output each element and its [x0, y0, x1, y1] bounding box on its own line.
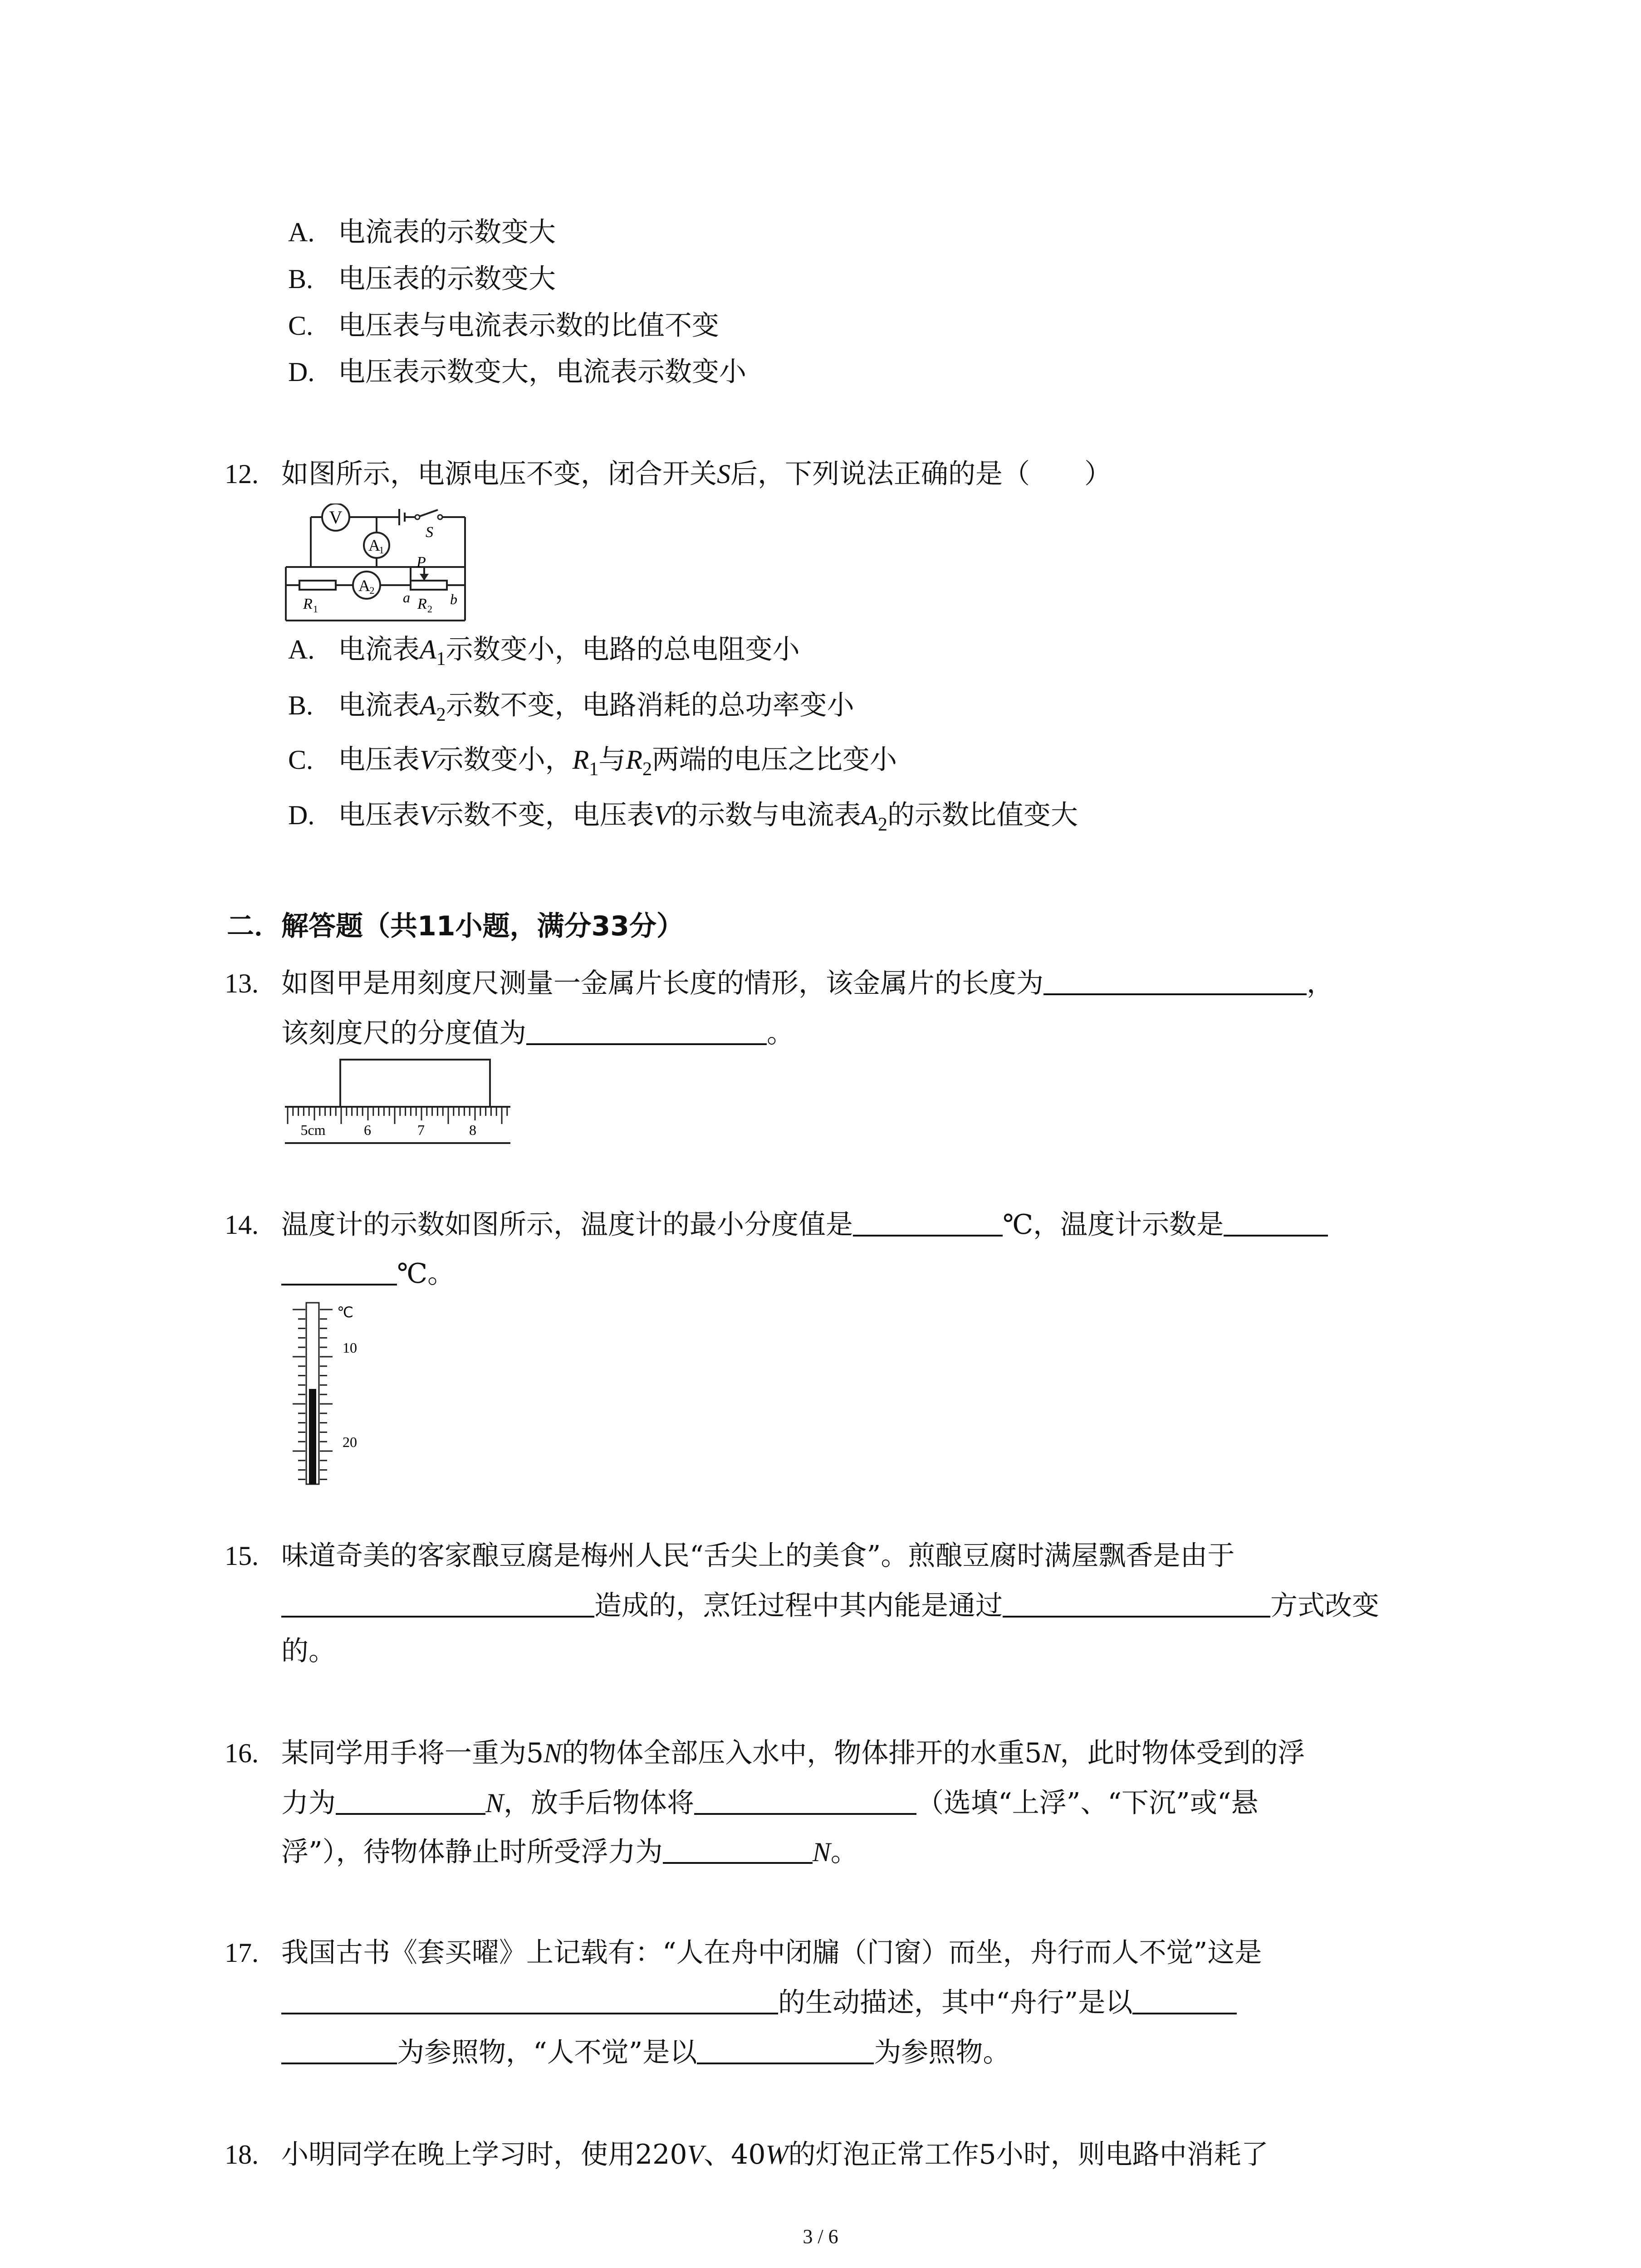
ammeter-a2-subscript: 2: [369, 585, 375, 596]
q15-line-2: 造成的，烹饪过程中其内能是通过 方式改变: [281, 1588, 1379, 1624]
resistor-r2-subscript: 2: [427, 603, 432, 615]
q14-line-1: 14. 温度计的示数如图所示，温度计的最小分度值是 ℃，温度计示数是: [225, 1207, 1328, 1243]
ruler-label-7: 7: [417, 1122, 425, 1138]
q16-buoyancy-blank[interactable]: [336, 1785, 485, 1815]
q15-line-1: 15. 味道奇美的客家酿豆腐是梅州人民“舌尖上的美食”。煎酿豆腐时满屋飘香是由于: [225, 1540, 1235, 1572]
q11-option-c: C. 电压表与电流表示数的比值不变: [288, 310, 719, 342]
q13-division-blank[interactable]: [526, 1015, 767, 1045]
q13-line-1: 13. 如图甲是用刻度尺测量一金属片长度的情形，该金属片的长度为 ，: [225, 965, 1334, 1002]
ammeter-a1-subscript: 1: [379, 544, 384, 556]
q17-line-2: 的生动描述，其中“舟行”是以: [281, 1984, 1237, 2021]
switch-label: S: [426, 524, 433, 541]
q17-reference2-blank[interactable]: [697, 2034, 874, 2064]
ammeter-a1-label: A: [368, 536, 380, 554]
q13-line-2: 该刻度尺的分度值为 。: [281, 1015, 794, 1051]
end-b-label: b: [450, 591, 457, 607]
slider-label: P: [416, 554, 426, 571]
thermometer-figure: [279, 1298, 388, 1489]
q12-circuit-diagram: [281, 503, 472, 626]
resistor-r2-label: R: [417, 596, 427, 612]
metal-sheet: [340, 1060, 490, 1107]
resistor-r1-subscript: 1: [313, 603, 318, 615]
q15-line-3: 的。: [281, 1635, 336, 1667]
q11-option-a: A. 电流表的示数变大: [288, 216, 556, 248]
section-2-heading: 二．解答题（共11小题，满分33分）: [227, 910, 684, 942]
q16-line-3: 浮”），待物体静止时所受浮力为 N。: [281, 1834, 858, 1870]
q14-min-division-blank[interactable]: [853, 1207, 1003, 1237]
mercury-column: [309, 1389, 316, 1484]
q15-method-blank[interactable]: [1003, 1588, 1270, 1618]
q12-option-b: B. 电流表$A_2$示数不变，电路消耗的总功率变小: [288, 689, 854, 725]
q14-line-2: ℃。: [281, 1256, 455, 1292]
q16-line-1: 16. 某同学用手将一重为5N的物体全部压入水中，物体排开的水重5N，此时物体受到的浮: [225, 1737, 1305, 1769]
q16-motion-blank[interactable]: [694, 1785, 916, 1815]
q17-reference1-blank-part2[interactable]: [281, 2034, 397, 2064]
q14-reading-blank-part2[interactable]: [281, 1256, 397, 1286]
q12-stem: 12. 如图所示，电源电压不变，闭合开关S后，下列说法正确的是（ ）: [225, 458, 1112, 490]
ammeter-a2-label: A: [358, 577, 370, 595]
q12-option-c: C. 电压表V示数变小，$R_1$与$R_2$两端的电压之比变小: [288, 744, 897, 780]
page-number: 3 / 6: [803, 2225, 838, 2248]
ruler-label-5cm: 5cm: [300, 1122, 326, 1138]
ruler-figure: [281, 1057, 517, 1152]
thermometer-unit: ℃: [337, 1304, 353, 1320]
q11-option-d: D. 电压表示数变大，电流表示数变小: [288, 356, 746, 388]
q15-cause-blank[interactable]: [281, 1588, 594, 1618]
q17-reference1-blank-part1[interactable]: [1132, 1984, 1237, 2014]
q12-option-a: A. 电流表$A_1$示数变小，电路的总电阻变小: [288, 634, 800, 670]
q17-line-3: 为参照物，“人不觉”是以 为参照物。: [281, 2034, 1010, 2071]
resistor-r1-label: R: [303, 596, 313, 612]
q11-option-b: B. 电压表的示数变大: [288, 263, 556, 295]
q17-line-1: 17. 我国古书《套买曜》上记载有：“人在舟中闭牖（门窗）而坐，舟行而人不觉”这是: [225, 1937, 1262, 1969]
q16-final-buoyancy-blank[interactable]: [663, 1834, 813, 1864]
q17-phenomenon-blank[interactable]: [281, 1984, 778, 2014]
end-a-label: a: [403, 589, 410, 606]
q13-length-blank[interactable]: [1043, 965, 1307, 995]
q12-option-d: D. 电压表V示数不变，电压表V的示数与电流表$A_2$的示数比值变大: [288, 799, 1078, 835]
voltmeter-label: V: [329, 507, 343, 528]
q16-line-2: 力为 N，放手后物体将 （选填“上浮”、“下沉”或“悬: [281, 1785, 1258, 1821]
thermometer-label-10: 10: [343, 1339, 357, 1356]
thermometer-label-20: 20: [343, 1434, 357, 1450]
ruler-label-8: 8: [469, 1122, 476, 1138]
q14-reading-blank-part1[interactable]: [1224, 1207, 1328, 1237]
ruler-label-6: 6: [364, 1122, 371, 1138]
q18-line-1: 18. 小明同学在晚上学习时，使用220V、40W的灯泡正常工作5小时，则电路中消耗了: [225, 2139, 1269, 2170]
